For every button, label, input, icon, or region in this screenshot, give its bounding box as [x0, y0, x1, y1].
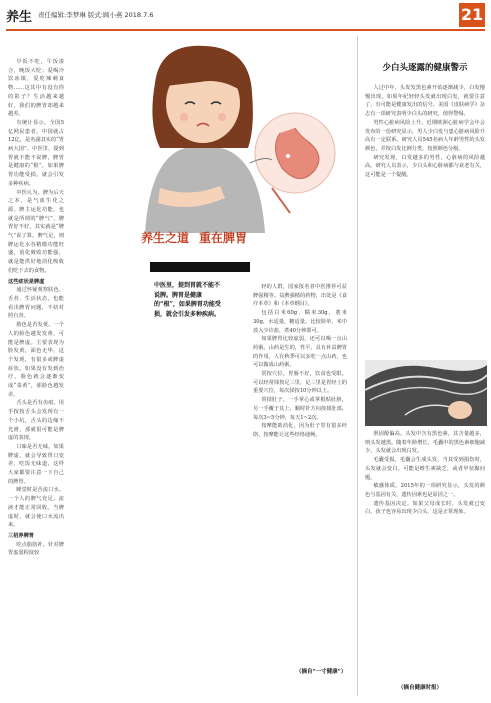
main-article-source: （摘自“一寸健康”） [296, 669, 347, 675]
page-header [0, 0, 491, 30]
right-paragraph: 敏感体质。2015年的一项研究显示，头发的颜色与基因有关，遗传因素也是原因之一。 [365, 483, 485, 498]
col4-paragraph: 包括白米60g、糯米30g，薏米30g，水适量，糖适量。比较简单，米中放入少许盐，煮40分钟即可。 [253, 310, 347, 334]
right-paragraph: 遗传基因决定。如果父母成长时，头发就已变白，孩子也容易出现少白头，这是正常现象。 [365, 500, 485, 516]
col1-subhead-2: 三招养脾胃 [8, 532, 34, 539]
col1-paragraph: 睡觉时是否流口水。一个人的脾气充足，流液才能正常回收。当脾虚时，就会使口水流出来。 [8, 487, 64, 529]
col1-paragraph: 有统计显示，全国5亿网民患者，中国就占12亿，是名副其实的“胃病大国”。中医里，提到胃就不能不说脾，脾胃是健康的“根”，如果脾胃功能受损，就会引发多种疾病。 [8, 119, 64, 187]
main-article-column-1 [8, 58, 64, 698]
col4-paragraph: 常揉肚子。一手掌心或掌根贴肚脐，另一手覆于其上，顺时针方向按揉肚部，每次3~5分钟，每天1~2次。 [253, 397, 347, 421]
right-article-title: 少白头逐露的健康警示 [382, 63, 468, 73]
right-paragraph: 胆固醇偏高。头发中含有黑色素，其含量越多，则头发越黑。随着年龄增长，毛囊中的黑色素细胞减少，头发就会出现白发。 [365, 431, 485, 455]
right-article-column-top [365, 84, 485, 354]
main-article-title [141, 229, 247, 246]
col1-paragraph: 口味是否无味。如果脾虚，就会导致胃口变差，吃饭无味道，这样大家都要注意一下自己的脾胃。 [8, 443, 64, 485]
right-paragraph: 人过中年，头发发黑色素开始逐渐减少，白发慢慢出现。如果年纪轻轻头发就出现白发，就要注意了，有可能是健康发出的信号。美国《皮肤病学》杂志有一项研究表明少白头的研究，值得警惕。 [365, 85, 485, 118]
right-article-source: （摘自健康时报） [398, 685, 443, 691]
col1-paragraph: 通过怀疑观察肤色、舌苔、生活状态，也能看出脾胃问题，不妨对照自查。 [8, 287, 64, 320]
col1-paragraph: 脸色是否发黄。一个人的脸色越发发黄，可能是脾虚。主要表现为脸发黄，面色无华，这个发现，有很多或脾虚症状。如果没有发到治疗，脸色就会逐渐变成“菜黄”，那脸色越发差。 [8, 322, 64, 398]
col4-paragraph: 按摩能助消化，因为肚子里有很多经络，按摩能让这些经络通畅。 [253, 423, 347, 438]
editor-meta: 责任编辑:李梦琳 版式:顾小燕 2018.7.6 [38, 11, 154, 19]
page-number: 21 [459, 3, 485, 27]
column-divider [357, 36, 358, 696]
pull-quote-bar [150, 262, 250, 272]
col1-paragraph: 舌头是否有齿痕。用手按按舌头会发现有一个小坑，舌头的边缘不光滑，那就很可能是脾虚的表现。 [8, 400, 64, 442]
col4-paragraph: 轻的人群，国家报名者中医推荐可益脾强精等。益脾强精的药物，出处是《食疗本草》和《本草纲目》。 [253, 284, 347, 308]
main-article-column-2 [253, 283, 347, 668]
main-title-left: 养生之道 [141, 231, 190, 245]
col4-paragraph: 常按穴位。胃肠不好，饮食也受限。可以经常揉按足三里，足三里是胃经上的重要穴位，每次揉按10分钟以上。 [253, 371, 347, 395]
header-rule [6, 29, 485, 31]
right-paragraph: 研究发现，白发越多的男性，心脏病的风险越高。研究人员表示，少白头和心脏病都与衰老有关，这可能是一个提醒。 [365, 154, 485, 179]
col1-paragraph: 中医认为，脾为后天之本，是气血生化之源。脾主运化功能，也就是所谓的“脾气”，脾胃好不好，其实就是“脾气”说了算。脾气足，则脾运化水谷精微功能旺盛，消化吸收功能强，就是能供好地消化吸收们吃下去的食物。 [8, 189, 64, 274]
col1-paragraph: 吃点脂肪补。针对脾胃虚弱程度较 [8, 541, 64, 557]
right-paragraph: 男性心脏病风险上升。近期欧洲心脏病学会年会发布的一份研究显示，男人少白发与患心脏病风险升高有一定联系。研究人员545名病人年龄男性的头发颜色，并按白发比例分类，按照颜色分级。 [365, 119, 485, 152]
gray-hair-photo [365, 360, 487, 426]
right-paragraph: 毛囊受损。毛囊会生成头发，当其受到损伤时，头发就会变白。可能是维生素缺乏，或者甲状腺问题。 [365, 457, 485, 481]
pull-quote-box [150, 262, 250, 422]
col1-paragraph: 早饭不吃，午饭凑合，晚饭大吃；爱喝冷饮冰镇，爱吃辣刺食物……这其中有没有你的影子？生活越来越好，我们的脾胃却越来越差。 [8, 59, 64, 118]
section-label: 养生 [6, 10, 33, 25]
woman-stomach-illustration [100, 38, 345, 233]
col4-paragraph: 如果脾胃比较虚弱，还可以喝一点山药粥。山药是生的，性平，具有补益脾胃的作用，人在秋季可以多吃一点山药，也可以做成山药粥。 [253, 336, 347, 369]
main-title-right: 重在脾胃 [199, 231, 248, 245]
right-article-column-bottom [365, 430, 485, 675]
col1-subhead: 这些症状是脾虚 [8, 278, 45, 285]
pull-quote: 中医里，提到胃就不能不说脾。脾胃是健康的“根”，如果脾胃功能受损，就会引发多种疾病。 [154, 282, 221, 318]
